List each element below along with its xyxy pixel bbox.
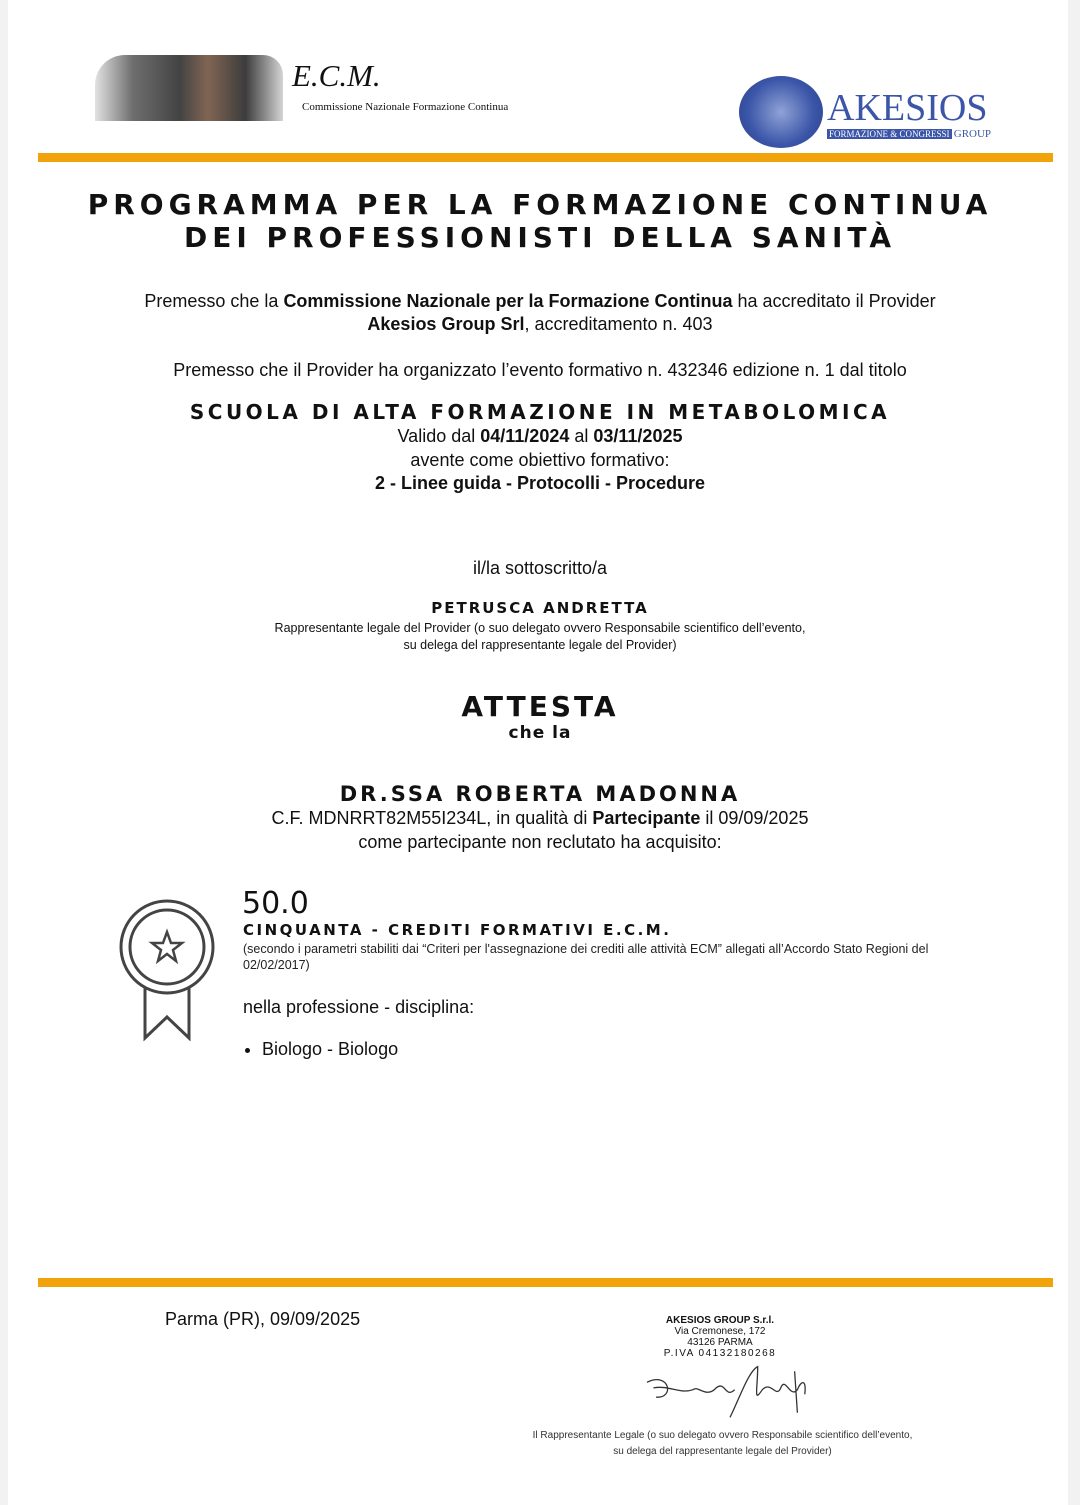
ecm-logo-subtitle: Commissione Nazionale Formazione Continua (302, 101, 509, 113)
handwritten-signature (635, 1362, 825, 1422)
footer-divider (38, 1278, 1053, 1287)
ecm-logo-title: E.C.M. (292, 58, 381, 93)
award-ribbon-icon (115, 895, 219, 1045)
profession-list (220, 1039, 398, 1060)
signature-caption-line1: Il Rappresentante Legale (o suo delegato ovvero Responsabile scientifico dell’evento, (532, 1430, 913, 1441)
attesta-sub: che la (508, 723, 572, 743)
signatory-role-line1: Rappresentante legale del Provider (o suo delegato ovvero Responsabile scientifico dell’evento, (274, 621, 806, 635)
akesios-logo-name: AKESIOS (827, 87, 988, 129)
ecm-painting-image (95, 55, 283, 121)
premise-event: Premesso che il Provider ha organizzato l’evento formativo n. 432346 edizione n. 1 dal titolo (173, 360, 907, 380)
commission-name: Commissione Nazionale per la Formazione Continua (283, 291, 733, 311)
akesios-emblem-icon (739, 76, 823, 148)
signatory-role-line2: su delega del rappresentante legale del Provider) (403, 638, 677, 652)
participant-acquired: come partecipante non reclutato ha acquisito: (358, 832, 722, 852)
credits-note: (secondo i parametri stabiliti dai “Criteri per l'assegnazione dei crediti alle attività ECM” allegati all’Accordo Stato Regioni del 02/02/2017) (243, 942, 929, 972)
header-divider (38, 153, 1053, 162)
objective-label: avente come obiettivo formativo: (410, 450, 670, 470)
signature-caption-line2: su delega del rappresentante legale del Provider) (613, 1446, 832, 1457)
profession-label: nella professione - disciplina: (243, 997, 475, 1017)
event-title: SCUOLA DI ALTA FORMAZIONE IN METABOLOMICA (189, 400, 891, 424)
signatory-name: PETRUSCA ANDRETTA (431, 599, 649, 617)
event-validity: Valido dal 04/11/2024 al 03/11/2025 (397, 426, 683, 446)
akesios-logo-tag: FORMAZIONE & CONGRESSI (829, 129, 950, 139)
attesta-heading: ATTESTA (461, 690, 619, 723)
participant-details: C.F. MDNRRT82M55I234L, in qualità di Partecipante il 09/09/2025 (271, 808, 809, 828)
objective-value: 2 - Linee guida - Protocolli - Procedure (374, 473, 706, 493)
provider-name: Akesios Group Srl (367, 314, 525, 334)
title-line2: DEI PROFESSIONISTI DELLA SANITÀ (183, 221, 896, 254)
place-date: Parma (PR), 09/09/2025 (165, 1309, 361, 1329)
company-stamp: AKESIOS GROUP S.r.l. Via Cremonese, 172 43126 PARMA P.IVA 04132180268 (663, 1315, 777, 1359)
credits-label: CINQUANTA - CREDITI FORMATIVI E.C.M. (243, 921, 672, 939)
signatory-intro: il/la sottoscritto/a (472, 558, 608, 578)
profession-item: • Biologo - Biologo (262, 1039, 398, 1060)
title-line1: PROGRAMMA PER LA FORMAZIONE CONTINUA (87, 188, 993, 221)
premise-accreditation: Premesso che la Commissione Nazionale per la Formazione Continua ha accreditato il Provider Akesios Group Srl, accreditamento n. 403 (144, 291, 936, 334)
participant-name: DR.SSA ROBERTA MADONNA (339, 782, 741, 806)
akesios-logo-group: GROUP (953, 128, 992, 140)
credits-value: 50.0 (242, 886, 309, 921)
